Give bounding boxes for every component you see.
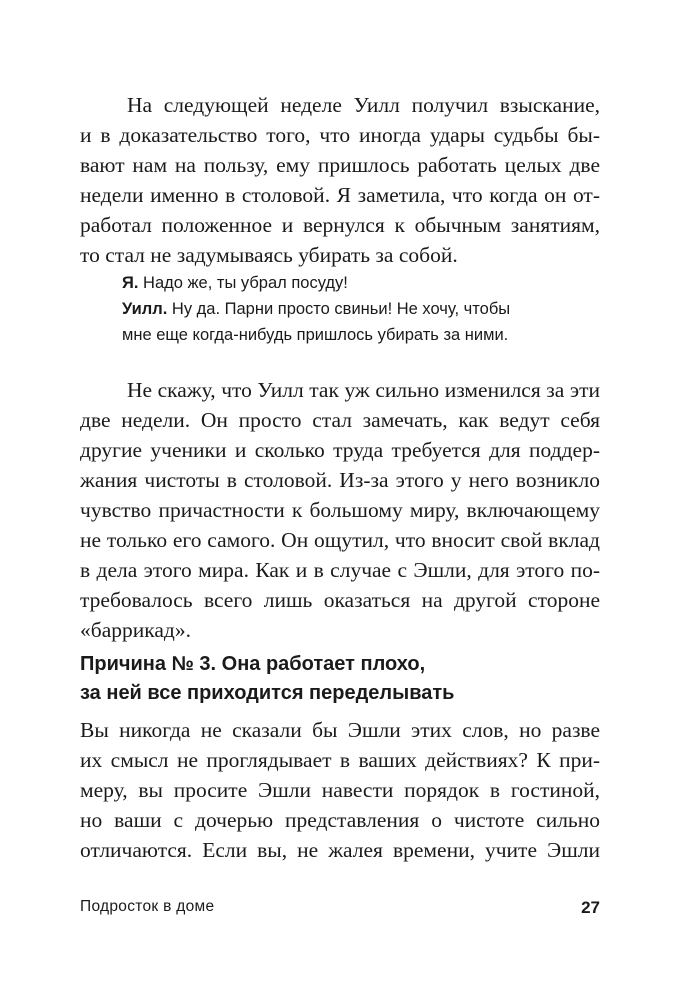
heading-line: Причина № 3. Она работает плохо, — [80, 653, 426, 675]
text-line: то стал не задумываясь убирать за собой. — [80, 243, 458, 267]
running-title: Подросток в доме — [80, 898, 215, 915]
text-line: недели именно в столовой. Я заметила, что когда он от- — [80, 183, 600, 207]
text-line: работал положенное и вернулся к обычным занятиям, — [80, 213, 600, 237]
text-line: вают нам на пользу, ему пришлось работать целых две — [80, 153, 600, 177]
dialog-text: Надо же, ты убрал посуду! — [138, 274, 348, 292]
heading-line: за ней все приходится переделывать — [80, 682, 455, 704]
text-line: их смысл не проглядывает в ваших действиях? К при- — [80, 748, 600, 772]
paragraph-2 — [80, 375, 600, 645]
text-line: меру, вы просите Эшли навести порядок в гостиной, — [80, 778, 600, 802]
text-line: требовалось всего лишь оказаться на другой стороне — [80, 588, 600, 612]
text-line: Вы никогда не сказали бы Эшли этих слов, но разве — [80, 718, 600, 742]
dialog-line — [122, 296, 592, 322]
text-line: другие ученики и сколько труда требуется для поддер- — [80, 438, 600, 462]
text-line: Не скажу, что Уилл так уж сильно изменился за эти — [127, 378, 600, 402]
dialog-block — [122, 270, 592, 348]
page-footer — [80, 898, 600, 922]
text-line: две недели. Он просто стал замечать, как ведут себя — [80, 408, 600, 432]
text-line: но ваши с дочерью представления о чистоте сильно — [80, 808, 600, 832]
text-line: «баррикад». — [80, 618, 191, 642]
paragraph-1 — [80, 90, 600, 270]
dialog-line — [122, 270, 592, 296]
text-line: в дела этого мира. Как и в случае с Эшли, для этого по- — [80, 558, 600, 582]
text-line: чувство причастности к большому миру, включающему — [80, 498, 600, 522]
dialog-text: Ну да. Парни просто свиньи! Не хочу, чтобы — [167, 300, 511, 318]
speaker-name: Я. — [122, 274, 139, 292]
dialog-line: мне еще когда-нибудь пришлось убирать за ними. — [122, 326, 509, 344]
speaker-name: Уилл. — [122, 300, 168, 318]
text-line: отличаются. Если вы, не жалея времени, учите Эшли — [80, 838, 600, 862]
text-line: жания чистоты в столовой. Из-за этого у него возникло — [80, 468, 600, 492]
section-heading — [80, 650, 600, 708]
text-line: и в доказательство того, что иногда удары судьбы бы- — [80, 123, 600, 147]
paragraph-3 — [80, 715, 600, 865]
text-line: не только его самого. Он ощутил, что вносит свой вклад — [80, 528, 600, 552]
text-line: На следующей неделе Уилл получил взыскание, — [127, 93, 600, 117]
page-number: 27 — [581, 898, 600, 917]
